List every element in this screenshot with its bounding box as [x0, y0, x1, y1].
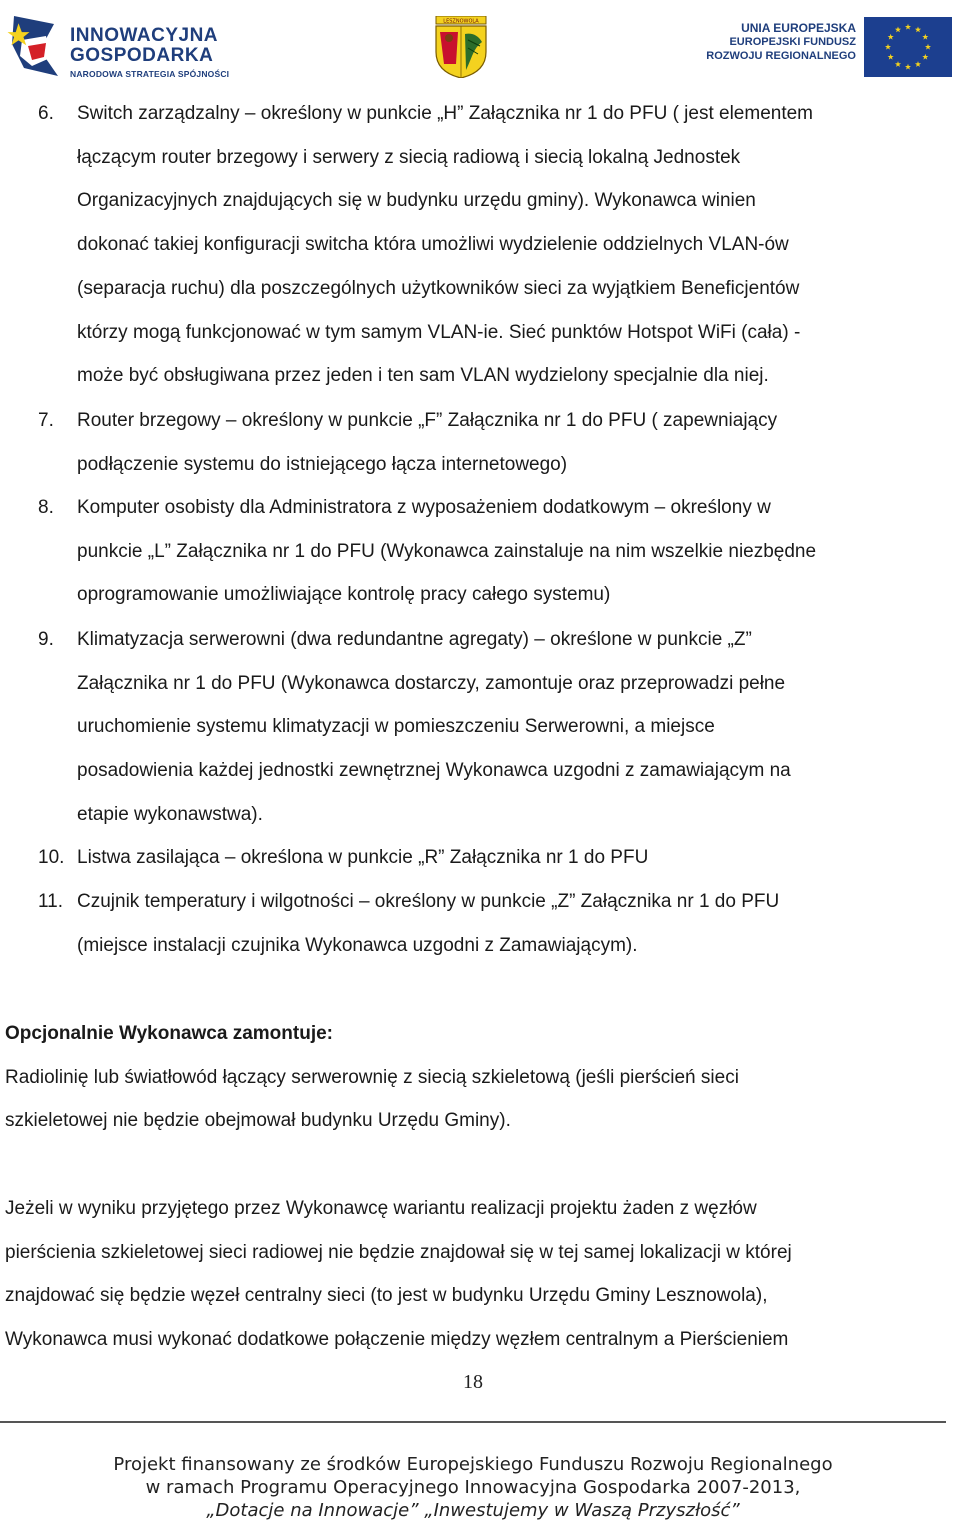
- text-line: Wykonawca musi wykonać dodatkowe połączenie między węzłem centralnym a Pierścieniem: [5, 1329, 789, 1351]
- footer-divider: [0, 1421, 946, 1423]
- ig-star-mark-icon: [6, 10, 64, 82]
- text-line: pierścienia szkieletowej sieci radiowej nie będzie znajdował się w tej samej lokalizacji w której: [5, 1241, 792, 1263]
- list-item-text: [77, 836, 941, 880]
- optional-section: [5, 1012, 941, 1143]
- list-item-text: [77, 399, 941, 486]
- list-item-number: 9.: [38, 629, 54, 650]
- list-item-number: 11.: [38, 891, 64, 912]
- page-footer: [0, 1453, 946, 1522]
- list-item-text: [77, 618, 941, 837]
- text-line: szkieletowej nie będzie obejmował budynku Urzędu Gminy).: [5, 1110, 511, 1132]
- list-item-text: [77, 880, 941, 967]
- text-line: dokonać takiej konfiguracji switcha która umożliwi wydzielenie oddzielnych VLAN-ów: [77, 234, 789, 256]
- text-line: Listwa zasilająca – określona w punkcie „R” Załącznika nr 1 do PFU: [77, 847, 649, 868]
- lesznowola-crest-icon: [432, 16, 490, 78]
- eu-logo-line1: UNIA EUROPEJSKA: [741, 21, 856, 35]
- text-line: którzy mogą funkcjonować w tym samym VLAN-ie. Sieć punktów Hotspot WiFi (cała) -: [77, 321, 801, 343]
- text-line: Klimatyzacja serwerowni (dwa redundantne agregaty) – określone w punkcie „Z”: [77, 629, 752, 650]
- list-item-text: [77, 486, 941, 617]
- body-paragraph: [5, 1187, 941, 1362]
- text-line: Organizacyjnych znajdujących się w budynku urzędu gminy). Wykonawca winien: [77, 190, 756, 212]
- text-line: Czujnik temperatury i wilgotności – określony w punkcie „Z” Załącznika nr 1 do PFU: [77, 891, 780, 912]
- ig-logo-line3: NARODOWA STRATEGIA SPÓJNOŚCI: [70, 69, 230, 79]
- text-line: Radiolinię lub światłowód łączący serwerownię z siecią szkieletową (jeśli pierścień sieci: [5, 1066, 739, 1088]
- list-item-text: [77, 92, 941, 398]
- innowacyjna-gospodarka-logo: [6, 10, 236, 82]
- text-line: Switch zarządzalny – określony w punkcie „H” Załącznika nr 1 do PFU ( jest elementem: [77, 103, 814, 124]
- ig-logo-line2: GOSPODARKA: [70, 45, 214, 66]
- ig-logo-line1: INNOWACYJNA: [70, 25, 219, 46]
- text-line: (separacja ruchu) dla poszczególnych użytkowników sieci za wyjątkiem Beneficjentów: [77, 277, 800, 299]
- text-line: podłączenie systemu do istniejącego łącza internetowego): [77, 453, 568, 475]
- text-line: etapie wykonawstwa).: [77, 803, 263, 825]
- text-line: znajdować się będzie węzeł centralny sieci (to jest w budynku Urzędu Gminy Lesznowola),: [5, 1285, 768, 1307]
- text-line: Router brzegowy – określony w punkcie „F” Załącznika nr 1 do PFU ( zapewniający: [77, 410, 778, 431]
- eu-flag-icon: [864, 17, 952, 77]
- text-line: uruchomienie systemu klimatyzacji w pomieszczeniu Serwerowni, a miejsce: [77, 716, 715, 738]
- list-item-number: 6.: [38, 103, 54, 124]
- list-item-number: 8.: [38, 497, 54, 518]
- crest-caption: LESZNOWOLA: [443, 18, 479, 25]
- text-line: Komputer osobisty dla Administratora z wyposażeniem dodatkowym – określony w: [77, 497, 771, 518]
- text-line: łączącym router brzegowy i serwery z siecią radiową i siecią lokalną Jednostek: [77, 146, 741, 168]
- footer-line2: w ramach Programu Operacyjnego Innowacyjna Gospodarka 2007-2013,: [145, 1477, 801, 1498]
- text-line: oprogramowanie umożliwiające kontrolę pracy całego systemu): [77, 584, 611, 606]
- section-heading: Opcjonalnie Wykonawca zamontuje:: [5, 1023, 333, 1044]
- text-line: Jeżeli w wyniku przyjętego przez Wykonawcę wariantu realizacji projektu żaden z węzłów: [5, 1198, 757, 1219]
- text-line: (miejsce instalacji czujnika Wykonawca uzgodni z Zamawiającym).: [77, 934, 638, 956]
- page-number: 18: [463, 1371, 483, 1393]
- page-header: [0, 0, 960, 90]
- text-line: posadowienia każdej jednostki zewnętrznej Wykonawca uzgodni z zamawiającym na: [77, 760, 791, 782]
- list-item-number: 7.: [38, 410, 54, 431]
- footer-line1: Projekt finansowany ze środków Europejskiego Funduszu Rozwoju Regionalnego: [113, 1454, 833, 1475]
- text-line: może być obsługiwana przez jeden i ten sam VLAN wydzielony specjalnie dla niej.: [77, 365, 769, 387]
- list-item-number: 10.: [38, 847, 65, 868]
- text-line: Załącznika nr 1 do PFU (Wykonawca dostarczy, zamontuje oraz przeprowadzi pełne: [77, 672, 786, 694]
- eu-logo: [696, 17, 956, 79]
- eu-logo-line2: EUROPEJSKI FUNDUSZ: [729, 36, 856, 48]
- text-line: punkcie „L” Załącznika nr 1 do PFU (Wykonawca zainstaluje na nim wszelkie niezbędne: [77, 540, 817, 562]
- eu-logo-line3: ROZWOJU REGIONALNEGO: [706, 50, 856, 62]
- footer-line3: „Dotacje na Innowacje” „Inwestujemy w Waszą Przyszłość”: [206, 1500, 740, 1521]
